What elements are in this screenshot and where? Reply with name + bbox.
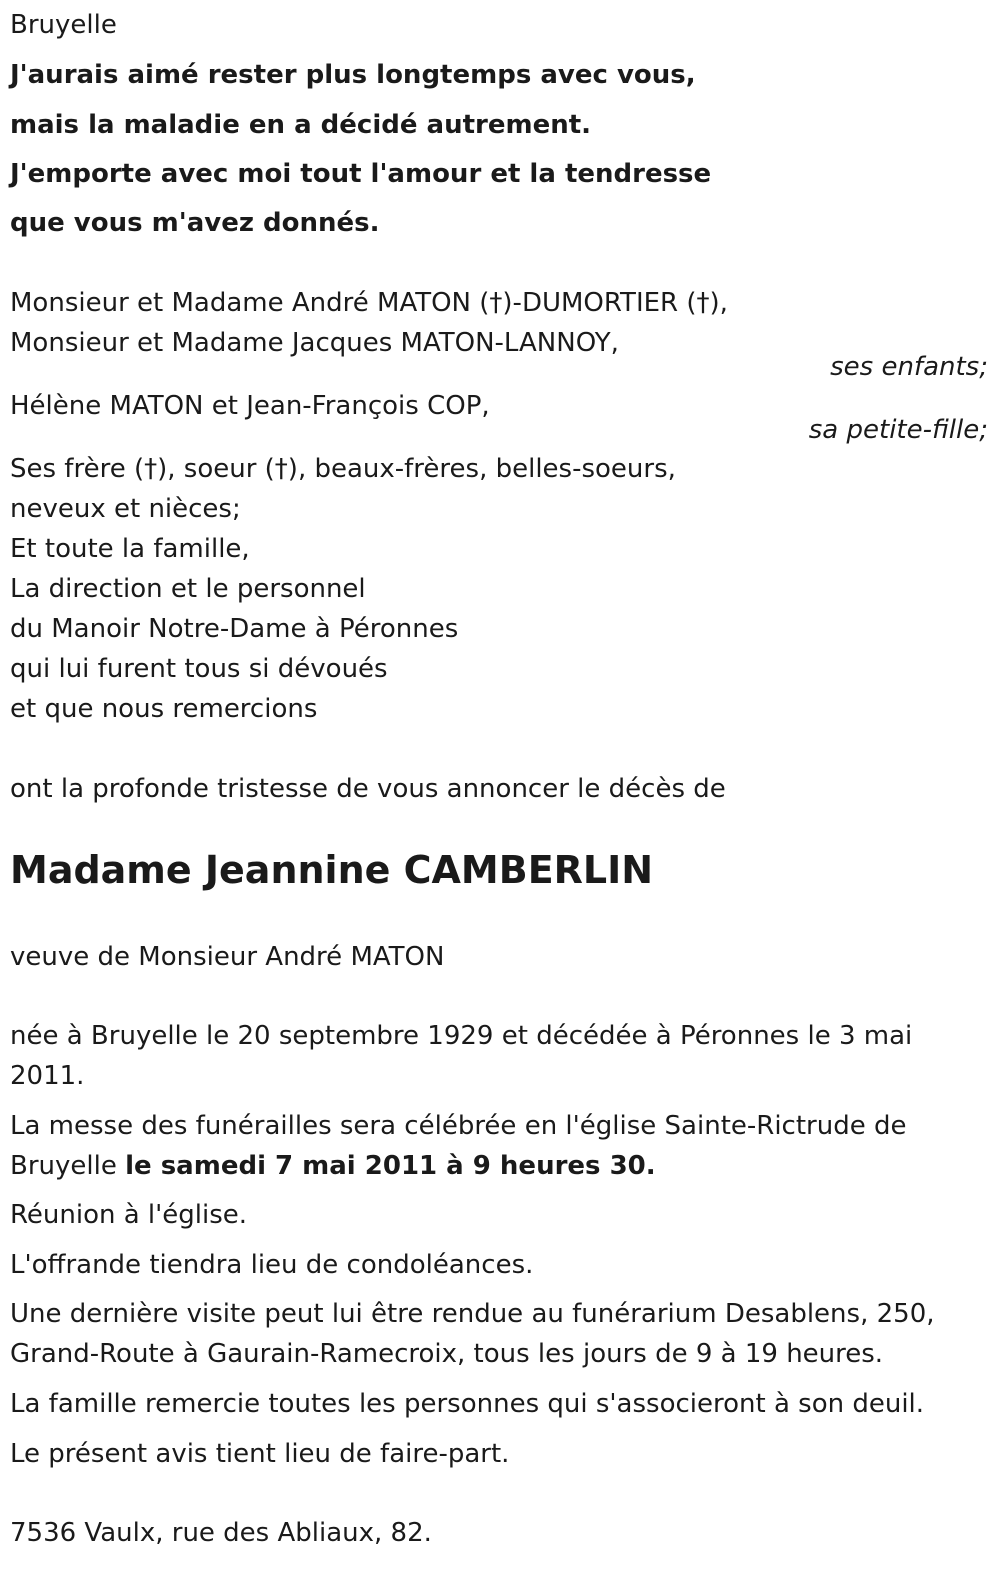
children-role: ses enfants;	[830, 352, 988, 382]
visit-line: Une dernière visite peut lui être rendue au funérarium Desablens, 250,	[10, 1299, 935, 1329]
birth-death-line: 2011.	[10, 1061, 85, 1091]
family-line: du Manoir Notre-Dame à Péronnes	[10, 614, 459, 644]
widow-of: veuve de Monsieur André MATON	[10, 942, 445, 972]
poem-line: mais la maladie en a décidé autrement.	[10, 110, 592, 140]
mass-place: Bruyelle	[10, 1151, 126, 1181]
family-line: et que nous remercions	[10, 694, 318, 724]
family-line: Et toute la famille,	[10, 534, 250, 564]
announcement: ont la profonde tristesse de vous annoncer le décès de	[10, 774, 726, 804]
address-line: 7536 Vaulx, rue des Abliaux, 82.	[10, 1518, 432, 1548]
place-header: Bruyelle	[10, 10, 117, 40]
meeting-line: Réunion à l'église.	[10, 1200, 248, 1230]
granddaughter-line: Hélène MATON et Jean-François COP,	[10, 391, 490, 421]
offering-line: L'offrande tiendra lieu de condoléances.	[10, 1250, 534, 1280]
mass-line-2	[10, 1151, 656, 1181]
granddaughter-role: sa petite-fille;	[808, 415, 988, 445]
deceased-name: Madame Jeannine CAMBERLIN	[10, 848, 654, 892]
poem-line: que vous m'avez donnés.	[10, 208, 380, 238]
children-line: Monsieur et Madame André MATON (†)-DUMORTIER (†),	[10, 288, 728, 318]
birth-death-line: née à Bruyelle le 20 septembre 1929 et décédée à Péronnes le 3 mai	[10, 1021, 913, 1051]
thanks-line: La famille remercie toutes les personnes qui s'associeront à son deuil.	[10, 1389, 925, 1419]
visit-line: Grand-Route à Gaurain-Ramecroix, tous les jours de 9 à 19 heures.	[10, 1339, 884, 1369]
family-line: neveux et nièces;	[10, 494, 241, 524]
family-line: qui lui furent tous si dévoués	[10, 654, 388, 684]
poem-line: J'aurais aimé rester plus longtemps avec vous,	[10, 60, 696, 90]
children-line: Monsieur et Madame Jacques MATON-LANNOY,	[10, 328, 619, 358]
poem-line: J'emporte avec moi tout l'amour et la tendresse	[10, 159, 712, 189]
mass-line: La messe des funérailles sera célébrée en l'église Sainte-Rictrude de	[10, 1111, 907, 1141]
family-line: Ses frère (†), soeur (†), beaux-frères, belles-soeurs,	[10, 454, 676, 484]
family-line: La direction et le personnel	[10, 574, 366, 604]
faire-part-line: Le présent avis tient lieu de faire-part.	[10, 1439, 510, 1469]
mass-datetime: le samedi 7 mai 2011 à 9 heures 30.	[125, 1151, 656, 1181]
